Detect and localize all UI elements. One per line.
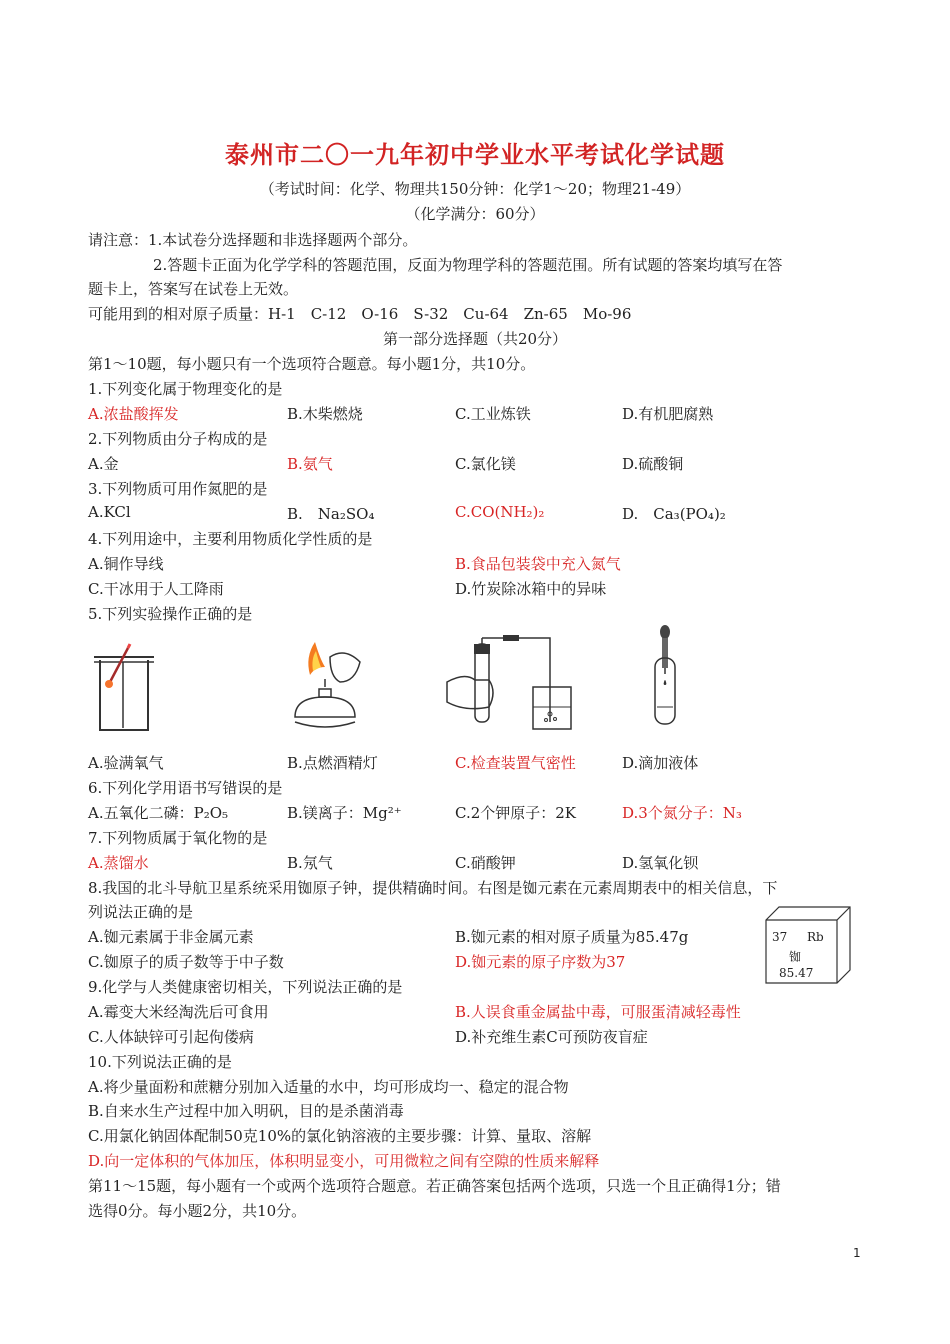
question-8-option-b: B.铷元素的相对原子质量为85.47g [455, 928, 689, 946]
question-8-option-a: A.铷元素属于非金属元素 [88, 928, 254, 946]
exam-time-note: （考试时间：化学、物理共150分钟：化学1～20；物理21-49） [259, 180, 691, 198]
question-5-option-b: B.点燃酒精灯 [287, 754, 378, 772]
question-8-stem-line-2: 列说法正确的是 [88, 903, 194, 921]
page-number: 1 [853, 1246, 861, 1260]
question-1-option-b: B.木柴燃烧 [287, 405, 363, 423]
question-5-option-d: D.滴加液体 [622, 754, 699, 772]
question-7-option-a: A.蒸馏水 [88, 854, 149, 872]
rubidium-element-cell [765, 906, 851, 984]
full-score-note: （化学满分：60分） [405, 205, 545, 223]
question-4-option-a: A.铜作导线 [88, 555, 164, 573]
question-7-option-c: C.硝酸钾 [455, 854, 516, 872]
question-10-option-a: A.将少量面粉和蔗糖分别加入适量的水中，均可形成均一、稳定的混合物 [88, 1078, 569, 1096]
element-atomic-number: 37 [772, 930, 788, 944]
part-one-heading: 第一部分选择题（共20分） [382, 330, 568, 348]
question-6-option-b: B.镁离子：Mg²⁺ [287, 804, 402, 822]
alcohol-lamp-illustration [285, 637, 365, 737]
element-atomic-mass: 85.47 [779, 966, 814, 980]
notice-line-2: 2.答题卡正面为化学学科的答题范围，反面为物理学科的答题范围。所有试题的答案均填写在答 [153, 256, 783, 274]
section-one-instructions: 第1～10题，每小题只有一个选项符合题意。每小题1分，共10分。 [88, 355, 536, 373]
question-3-option-c: C.CO(NH₂)₂ [455, 503, 545, 521]
question-2-option-c: C.氯化镁 [455, 455, 516, 473]
question-10-stem: 10.下列说法正确的是 [88, 1053, 232, 1071]
question-3-option-b: B. Na₂SO₄ [287, 505, 375, 523]
question-1-option-d: D.有机肥腐熟 [622, 405, 714, 423]
question-6-stem: 6.下列化学用语书写错误的是 [88, 779, 283, 797]
question-8-stem-line-1: 8.我国的北斗导航卫星系统采用铷原子钟，提供精确时间。右图是铷元素在元素周期表中的相关信息，下 [88, 879, 778, 897]
question-7-option-d: D.氢氧化钡 [622, 854, 699, 872]
oxygen-bottle-illustration [90, 640, 160, 740]
question-1-stem: 1.下列变化属于物理变化的是 [88, 380, 283, 398]
question-2-stem: 2.下列物质由分子构成的是 [88, 430, 268, 448]
question-5-stem: 5.下列实验操作正确的是 [88, 605, 253, 623]
atomic-masses: 可能用到的相对原子质量：H-1 C-12 O-16 S-32 Cu-64 Zn-65 Mo-96 [88, 305, 632, 323]
question-9-option-a: A.霉变大米经淘洗后可食用 [88, 1003, 269, 1021]
question-6-option-d: D.3个氮分子：N₃ [622, 804, 742, 822]
element-symbol: Rb [807, 930, 824, 944]
question-5-option-a: A.验满氧气 [88, 754, 164, 772]
question-6-option-c: C.2个钾原子：2K [455, 804, 577, 822]
notice-line-3: 题卡上，答案写在试卷上无效。 [88, 280, 299, 298]
question-10-option-d: D.向一定体积的气体加压，体积明显变小，可用微粒之间有空隙的性质来解释 [88, 1152, 600, 1170]
question-7-option-b: B.氖气 [287, 854, 333, 872]
question-7-stem: 7.下列物质属于氧化物的是 [88, 829, 268, 847]
dropper-illustration [645, 622, 685, 732]
question-4-option-c: C.干冰用于人工降雨 [88, 580, 224, 598]
question-2-option-d: D.硫酸铜 [622, 455, 684, 473]
question-9-stem: 9.化学与人类健康密切相关，下列说法正确的是 [88, 978, 403, 996]
element-name: 铷 [789, 950, 802, 964]
section-two-instructions-line-2: 选得0分。每小题2分，共10分。 [88, 1202, 307, 1220]
question-9-option-d: D.补充维生素C可预防夜盲症 [455, 1028, 648, 1046]
question-10-option-b: B.自来水生产过程中加入明矾，目的是杀菌消毒 [88, 1102, 404, 1120]
question-8-option-d: D.铷元素的原子序数为37 [455, 953, 626, 971]
question-4-option-d: D.竹炭除冰箱中的异味 [455, 580, 607, 598]
question-4-stem: 4.下列用途中，主要利用物质化学性质的是 [88, 530, 373, 548]
exam-title: 泰州市二〇一九年初中学业水平考试化学试题 [225, 141, 725, 169]
question-3-option-a: A.KCl [88, 503, 131, 521]
question-4-option-b: B.食品包装袋中充入氮气 [455, 555, 621, 573]
question-9-option-b: B.人误食重金属盐中毒，可服蛋清减轻毒性 [455, 1003, 741, 1021]
question-9-option-c: C.人体缺锌可引起佝偻病 [88, 1028, 254, 1046]
section-two-instructions-line-1: 第11～15题，每小题有一个或两个选项符合题意。若正确答案包括两个选项，只选一个且正确得1分；错 [88, 1177, 781, 1195]
question-2-option-b: B.氨气 [287, 455, 333, 473]
airtightness-check-illustration [445, 632, 575, 737]
question-3-stem: 3.下列物质可用作氮肥的是 [88, 480, 268, 498]
question-1-option-c: C.工业炼铁 [455, 405, 531, 423]
question-10-option-c: C.用氯化钠固体配制50克10%的氯化钠溶液的主要步骤：计算、量取、溶解 [88, 1127, 592, 1145]
question-3-option-d: D. Ca₃(PO₄)₂ [622, 505, 726, 523]
question-5-option-c: C.检查装置气密性 [455, 754, 576, 772]
question-8-option-c: C.铷原子的质子数等于中子数 [88, 953, 284, 971]
notice-line-1: 请注意：1.本试卷分选择题和非选择题两个部分。 [88, 231, 418, 249]
question-2-option-a: A.金 [88, 455, 119, 473]
question-6-option-a: A.五氧化二磷：P₂O₅ [88, 804, 229, 822]
question-1-option-a: A.浓盐酸挥发 [88, 405, 179, 423]
